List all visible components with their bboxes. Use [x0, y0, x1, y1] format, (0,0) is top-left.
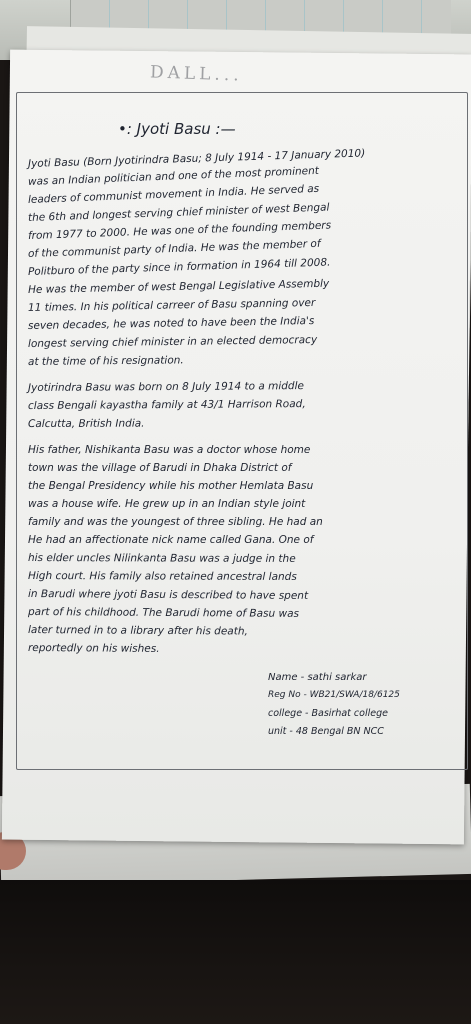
- text-line: longest serving chief minister in an elected democracy: [27, 333, 318, 350]
- text-line: He had an affectionate nick name called Gana. One of: [28, 534, 314, 546]
- text-line: the 6th and longest serving chief minister of west Bengal: [27, 201, 330, 224]
- text-line: family and was the youngest of three sibling. He had an: [28, 516, 323, 528]
- text-line: Jyoti Basu (Born Jyotirindra Basu; 8 July 1914 - 17 January 2010): [27, 147, 366, 170]
- text-line: High court. His family also retained ancestral lands: [27, 570, 297, 583]
- text-line: part of his childhood. The Barudi home of Basu was: [27, 606, 300, 620]
- text-line: town was the village of Barudi in Dhaka District of: [28, 462, 292, 474]
- signature-unit: unit - 48 Bengal BN NCC: [268, 726, 384, 737]
- text-line: Politburo of the party since in formation in 1964 till 2008.: [27, 256, 331, 278]
- text-line: the Bengal Presidency while his mother Hemlata Basu: [28, 480, 314, 492]
- text-line: Jyotirindra Basu was born on 8 July 1914 to a middle: [27, 380, 305, 394]
- text-line: seven decades, he was noted to have been the India's: [27, 315, 315, 332]
- text-line: Calcutta, British India.: [27, 417, 145, 430]
- text-line: was an Indian politician and one of the most prominent: [27, 164, 320, 188]
- text-line: of the communist party of India. He was the member of: [27, 237, 321, 260]
- signature-college: college - Basirhat college: [268, 708, 388, 719]
- signature-reg-no: Reg No - WB21/SWA/18/6125: [268, 690, 400, 700]
- text-line: leaders of communist movement in India. He served as: [27, 182, 320, 206]
- text-line: class Bengali kayastha family at 43/1 Harrison Road,: [27, 398, 306, 412]
- dark-background: [0, 880, 471, 1024]
- text-line: in Barudi where jyoti Basu is described to have spent: [27, 588, 309, 602]
- text-line: from 1977 to 2000. He was one of the founding members: [27, 219, 332, 242]
- text-line: his elder uncles Nilinkanta Basu was a judge in the: [27, 552, 296, 565]
- text-line: was a house wife. He grew up in an Indian style joint: [28, 498, 306, 510]
- page-title: •: Jyoti Basu :—: [118, 120, 236, 138]
- text-line: later turned in to a library after his death,: [27, 624, 248, 638]
- text-line: reportedly on his wishes.: [27, 642, 160, 655]
- text-line: 11 times. In his political carreer of Basu spanning over: [27, 296, 316, 314]
- signature-name: Name - sathi sarkar: [268, 672, 367, 683]
- faint-header: DALL...: [149, 62, 244, 86]
- text-line: His father, Nishikanta Basu was a doctor whose home: [28, 444, 311, 456]
- text-line: at the time of his resignation.: [27, 354, 184, 368]
- text-line: He was the member of west Bengal Legislative Assembly: [27, 277, 330, 296]
